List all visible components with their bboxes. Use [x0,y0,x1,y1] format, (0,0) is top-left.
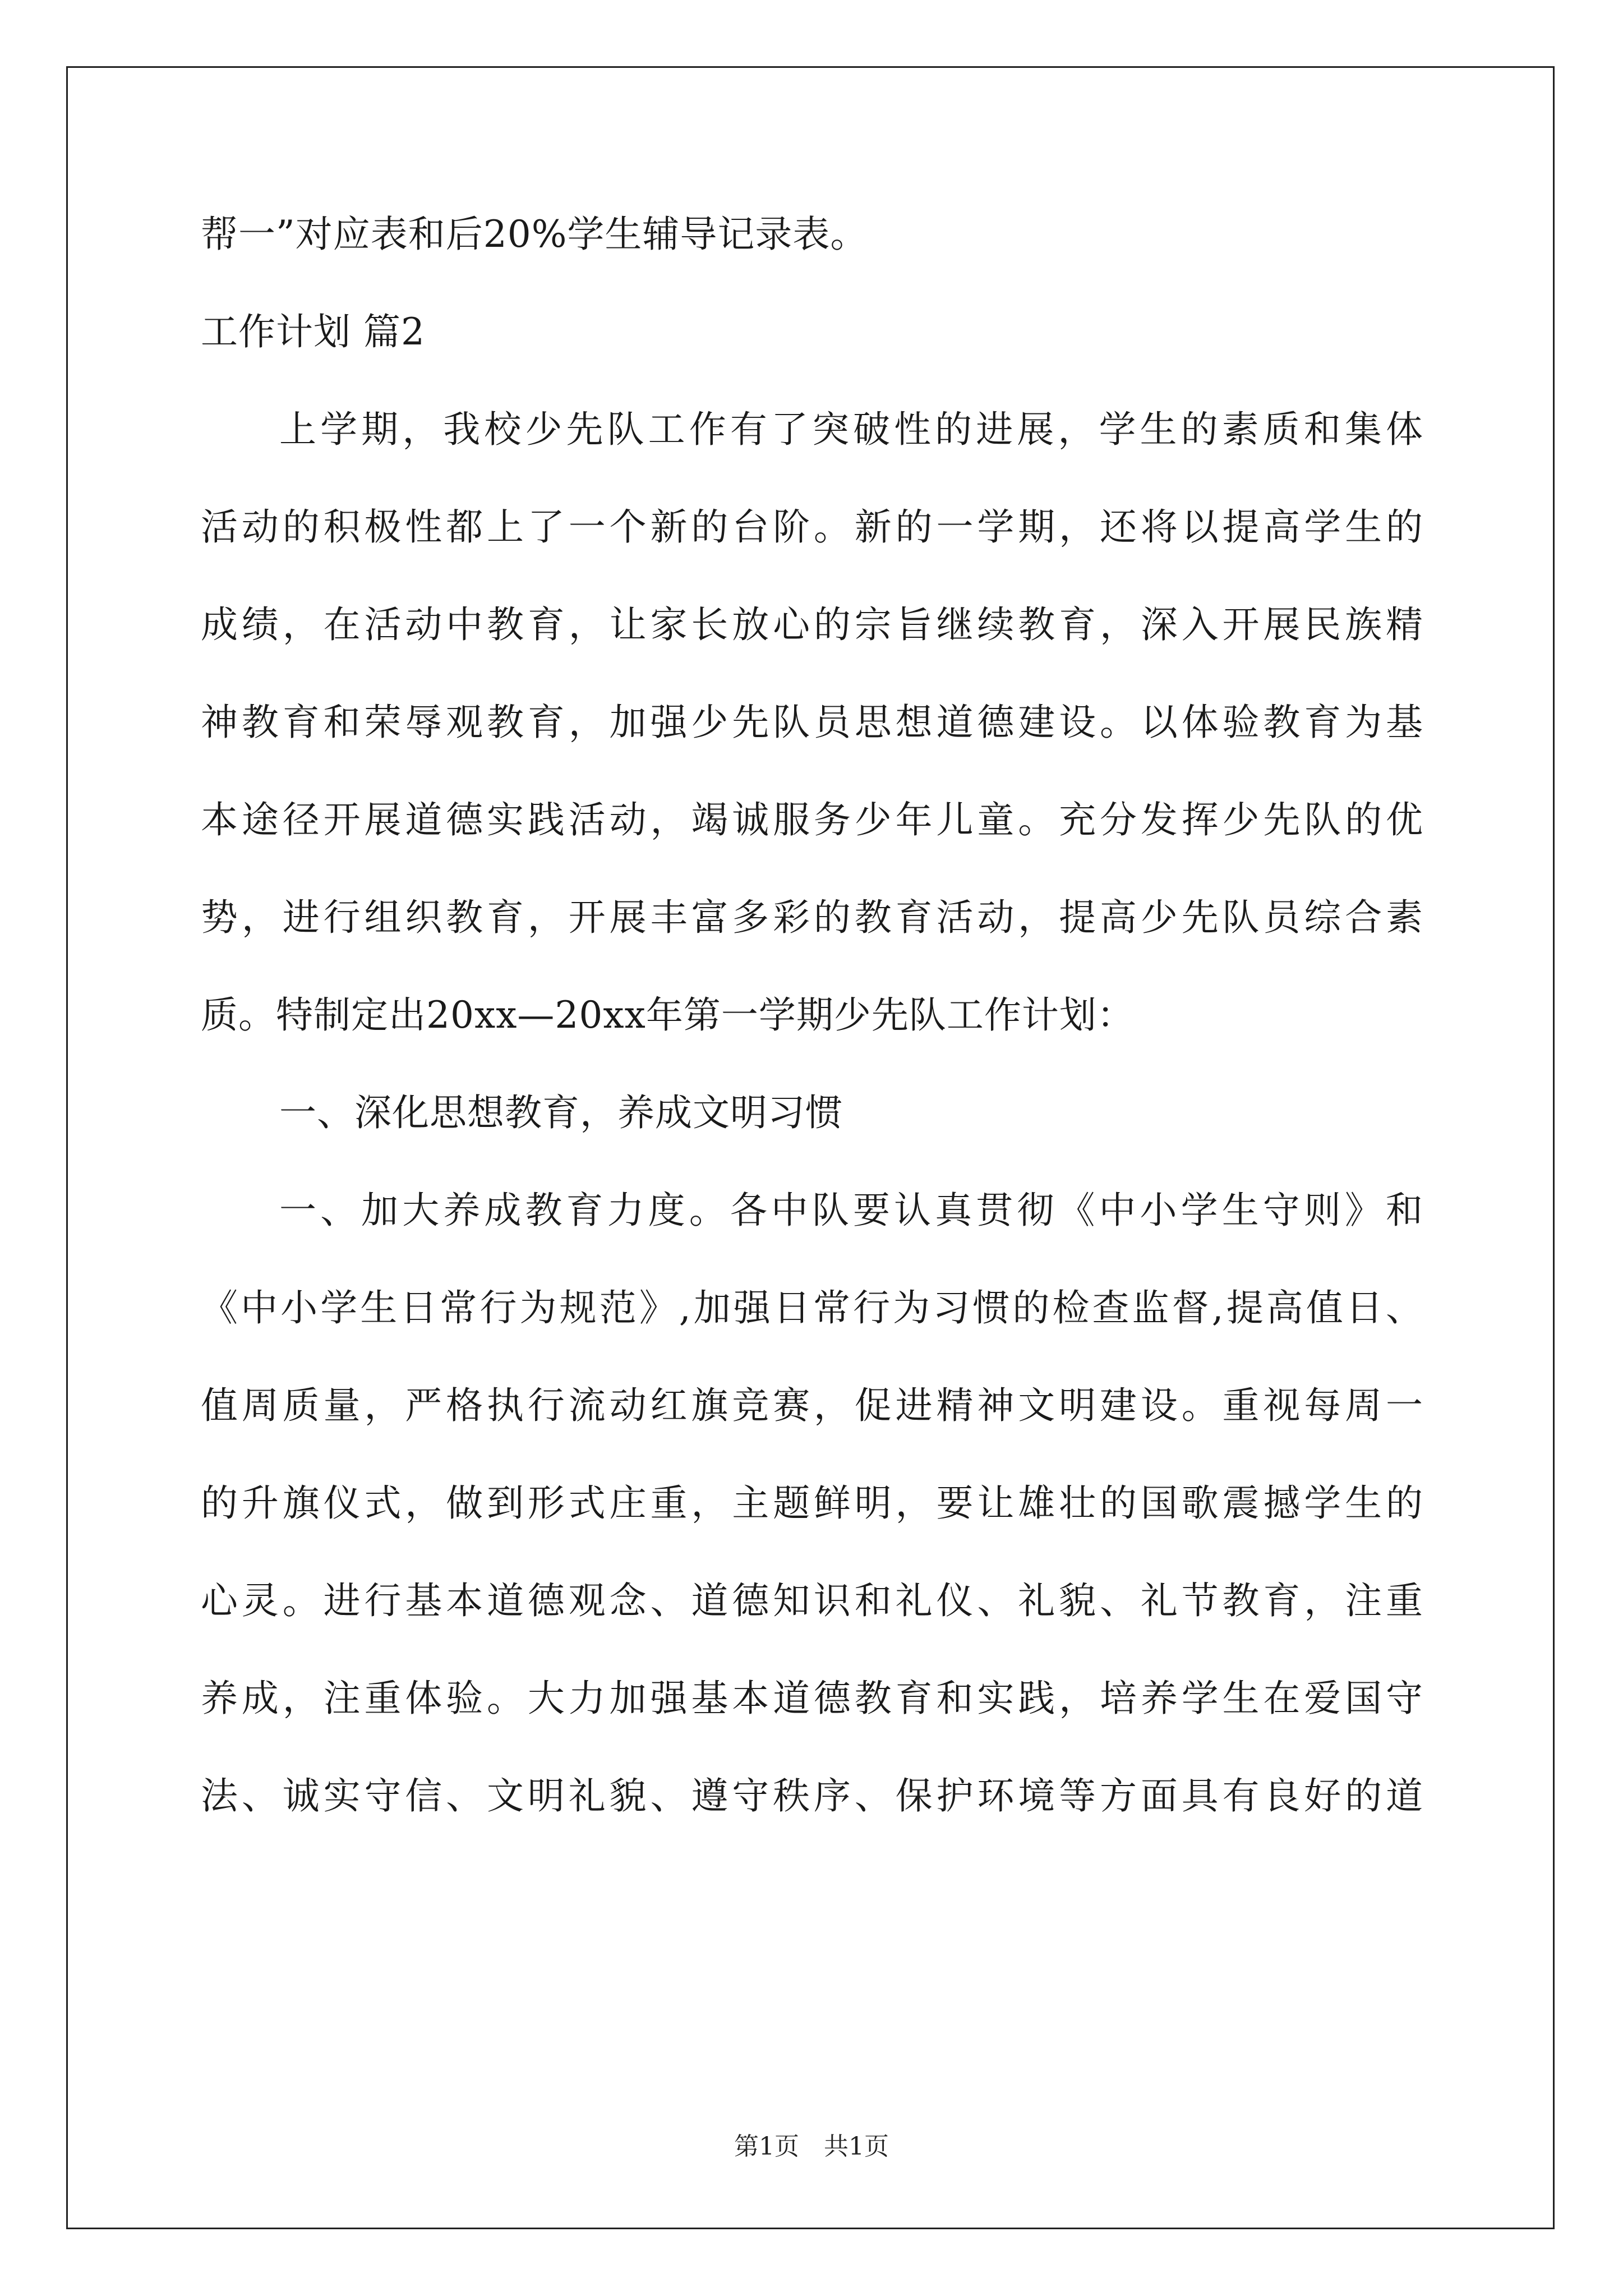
paragraph-line: 成绩，在活动中教育，让家长放心的宗旨继续教育，深入开展民族精 [201,603,1423,646]
paragraph-line: 帮一”对应表和后20%学生辅导记录表。 [201,213,868,256]
paragraph-line: 质。特制定出20xx—20xx年第一学期少先队工作计划： [201,993,1135,1037]
paragraph-line: 《中小学生日常行为规范》,加强日常行为习惯的检查监督,提高值日、 [201,1286,1423,1329]
paragraph-line: 上学期，我校少先队工作有了突破性的进展，学生的素质和集体 [279,408,1423,451]
paragraph-line: 的升旗仪式，做到形式庄重，主题鲜明，要让雄壮的国歌震撼学生的 [201,1481,1423,1525]
paragraph-line: 势，进行组织教育，开展丰富多彩的教育活动，提高少先队员综合素 [201,896,1423,939]
paragraph-line: 法、诚实守信、文明礼貌、遵守秩序、保护环境等方面具有良好的道 [201,1774,1423,1818]
paragraph-line: 一、加大养成教育力度。各中队要认真贯彻《中小学生守则》和 [279,1189,1423,1232]
page-number-footer: 第1页 共1页 [734,2132,889,2161]
subsection-heading: 一、深化思想教育，养成文明习惯 [279,1091,843,1134]
paragraph-line: 本途径开展道德实践活动，竭诚服务少年儿童。充分发挥少先队的优 [201,798,1423,841]
paragraph-line: 值周质量，严格执行流动红旗竞赛，促进精神文明建设。重视每周一 [201,1384,1423,1427]
section-heading: 工作计划 篇2 [201,310,425,353]
document-body [201,213,1423,1875]
paragraph-line: 神教育和荣辱观教育，加强少先队员思想道德建设。以体验教育为基 [201,701,1423,744]
paragraph-line: 心灵。进行基本道德观念、道德知识和礼仪、礼貌、礼节教育，注重 [201,1579,1423,1622]
paragraph-line: 活动的积极性都上了一个新的台阶。新的一学期，还将以提高学生的 [201,505,1423,549]
paragraph-line: 养成，注重体验。大力加强基本道德教育和实践，培养学生在爱国守 [201,1677,1423,1720]
